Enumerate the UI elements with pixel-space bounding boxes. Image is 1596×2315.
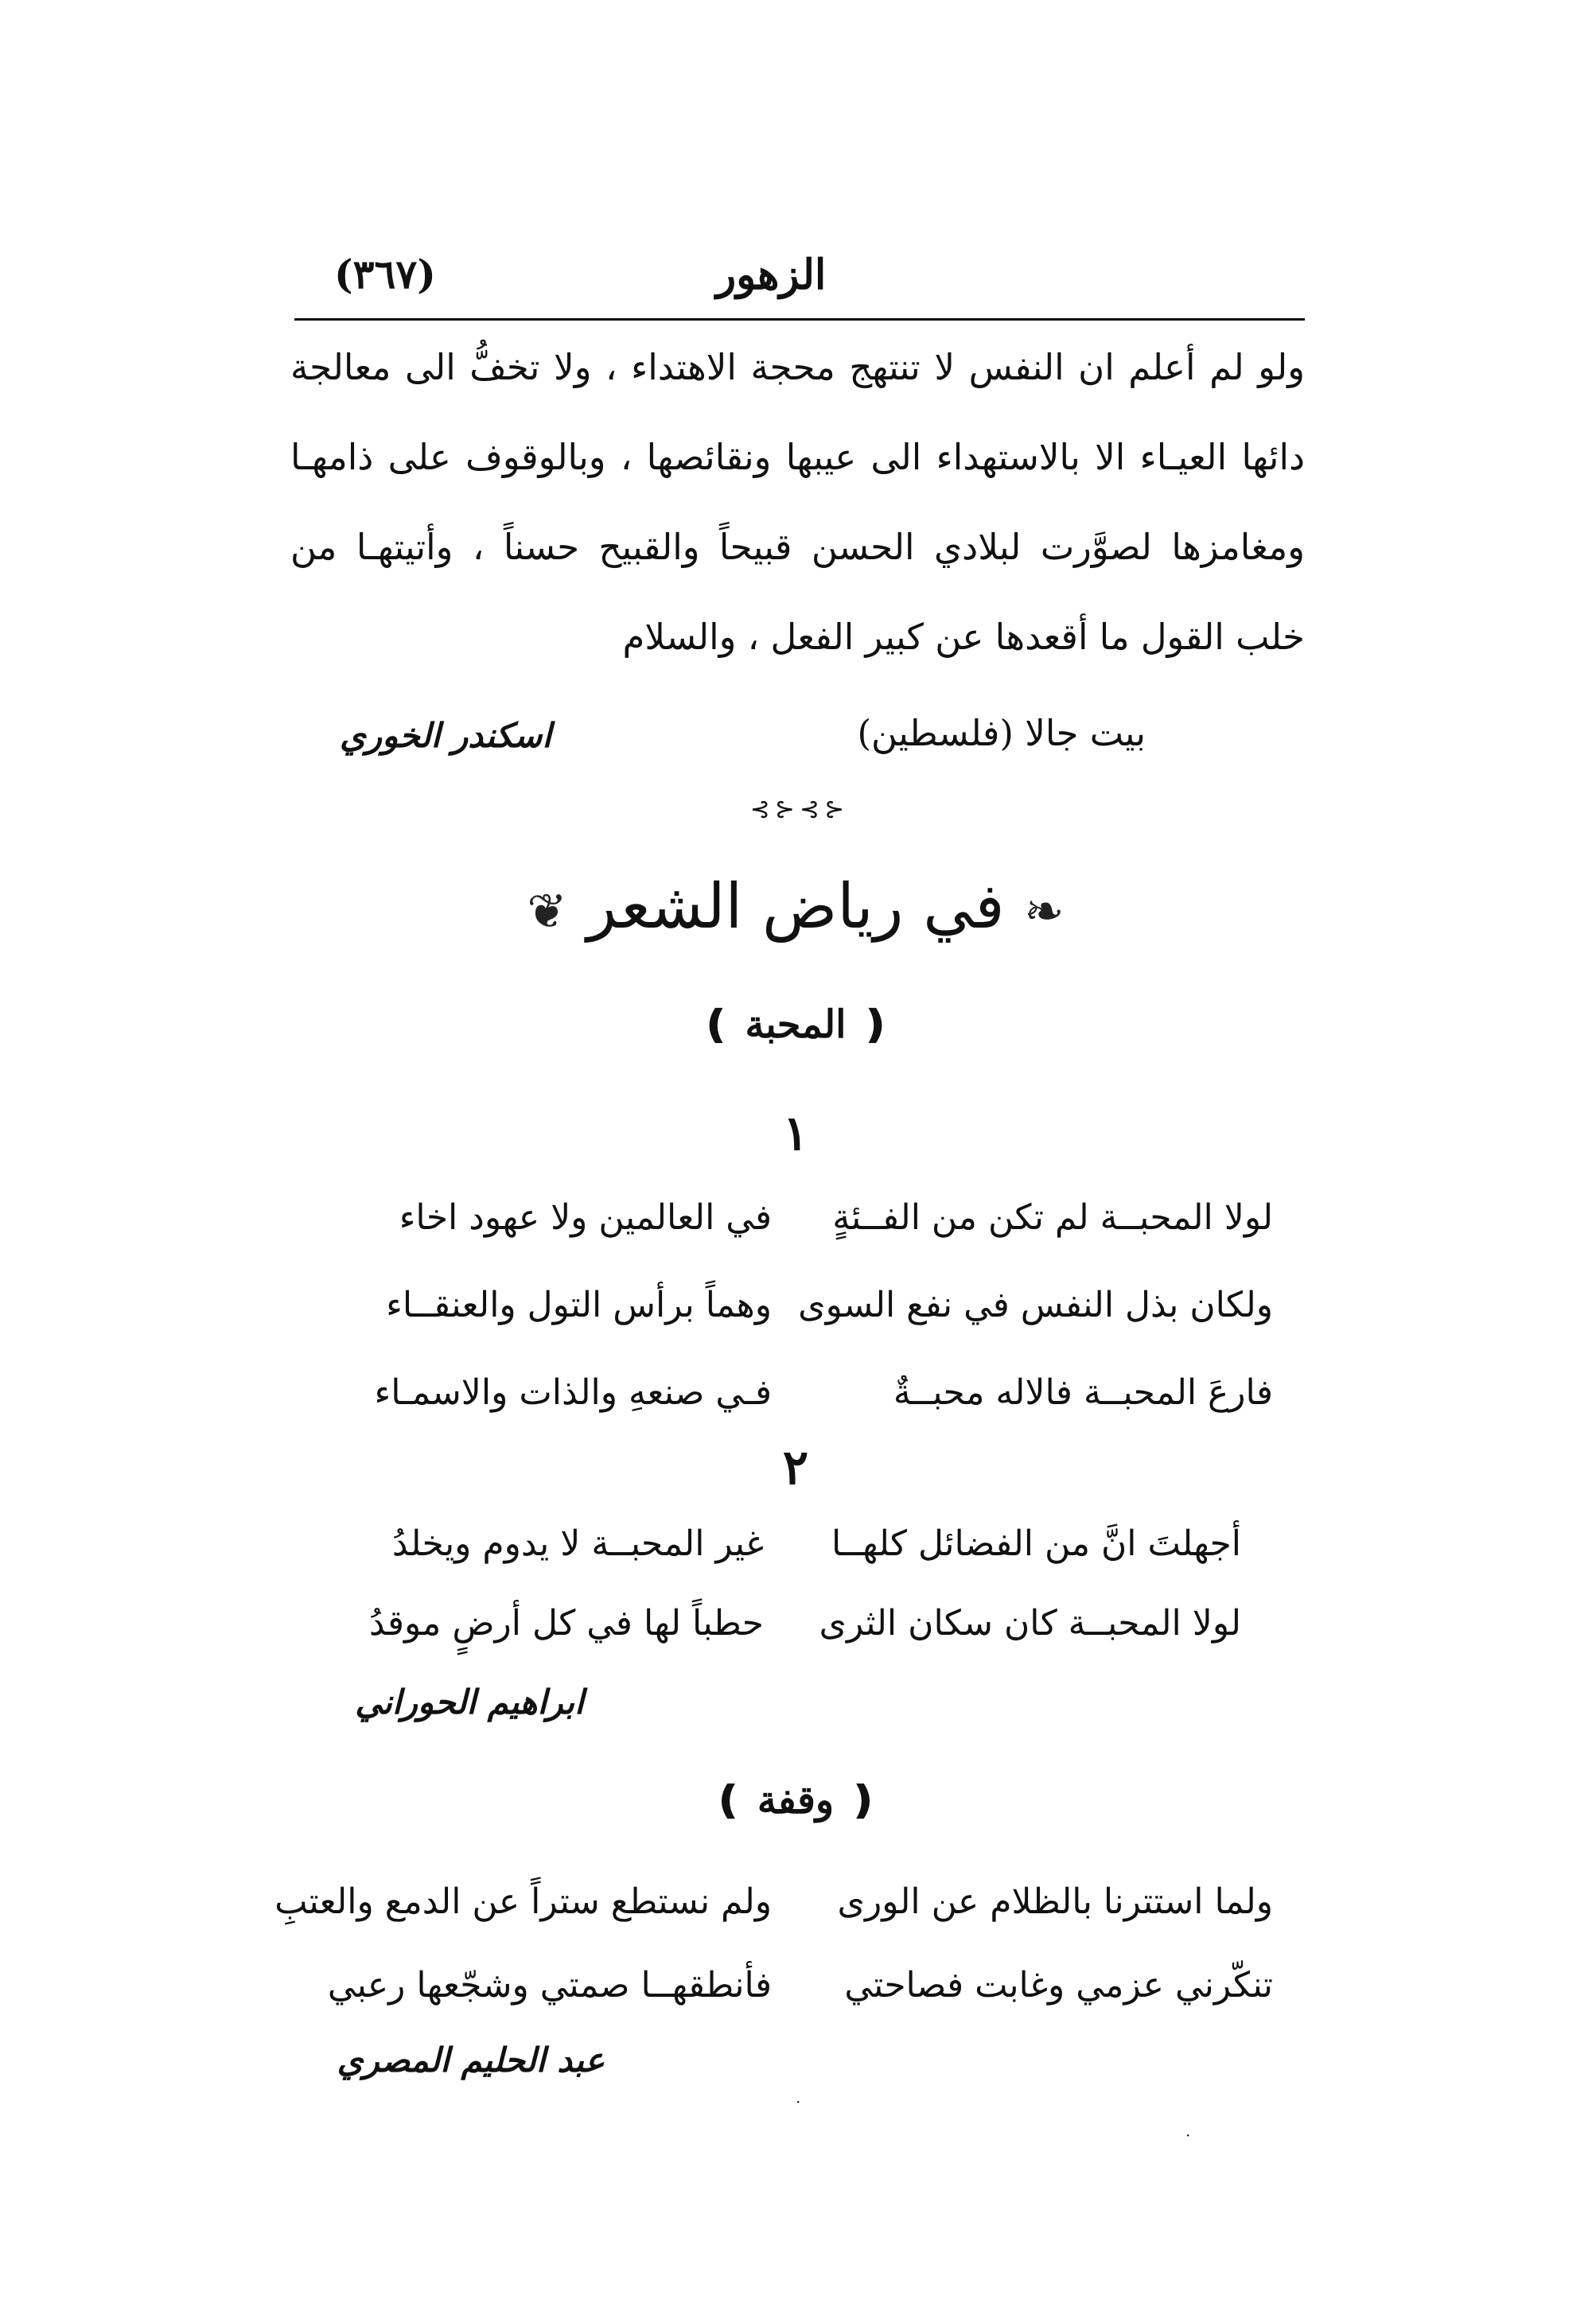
running-title: الزهور <box>716 251 827 299</box>
signature-author: اسكندر الخوري <box>339 716 552 755</box>
verse-second-hemistich: فأنطقهــا صمتي وشجّعها رعبي <box>327 1965 772 2006</box>
flourish-left-icon: ❦ <box>527 884 567 940</box>
flourish-right-icon: ❧ <box>1024 884 1065 940</box>
header-rule <box>294 318 1305 321</box>
verse-second-hemistich: غير المحبــة لا يدوم ويخلدُ <box>391 1523 764 1564</box>
verse-first-hemistich: ولكان بذل النفس في نفع السوى <box>798 1285 1273 1325</box>
verse-second-hemistich: وهماً برأس التول والعنقــاء <box>386 1285 772 1325</box>
section-title: في رياض الشعر <box>586 871 1005 943</box>
signature-place: بيت جالا (فلسطين) <box>857 712 1146 754</box>
poem-author: عبد الحليم المصري <box>337 2041 605 2080</box>
poem-title: ❪ وقفة ❫ <box>712 1778 879 1823</box>
prose-line: ولو لم أعلم ان النفس لا تنتهج محجة الاهتداء ، ولا تخفُّ الى معالجة <box>290 346 1305 388</box>
verse-second-hemistich: فـي صنعهِ والذات والاسمـاء <box>374 1372 772 1413</box>
section-heading <box>446 871 1146 943</box>
prose-line: ومغامزها لصوَّرت لبلادي الحسن قبيحاً والقبيح حسناً ، وأتيتهـا من <box>290 526 1305 568</box>
stanza-number: ١ <box>782 1106 809 1161</box>
verse-second-hemistich: ولم نستطع ستراً عن الدمع والعتبِ <box>274 1881 772 1922</box>
verse-first-hemistich: ولما استترنا بالظلام عن الورى <box>837 1881 1273 1922</box>
stray-mark: · <box>1185 2126 1191 2145</box>
verse-second-hemistich: حطباً لها في كل أرضٍ موقدُ <box>368 1603 764 1644</box>
verse-first-hemistich: فارعَ المحبــة فالاله محبــةٌ <box>893 1372 1273 1413</box>
prose-line: خلب القول ما أقعدها عن كبير الفعل ، والسلام <box>622 616 1305 658</box>
stanza-number: ٢ <box>782 1440 809 1496</box>
page-number: (٣٦٧) <box>334 251 436 298</box>
poem-author: ابراهيم الحوراني <box>355 1683 584 1722</box>
verse-first-hemistich: أجهلتَ انَّ من الفضائل كلهــا <box>831 1523 1241 1564</box>
verse-first-hemistich: لولا المحبــة لم تكن من الفــئةٍ <box>832 1197 1273 1238</box>
prose-line: دائها العيـاء الا بالاستهداء الى عيبها ونقائصها ، وبالوقوف على ذامهـا <box>290 436 1305 478</box>
verse-second-hemistich: في العالمين ولا عهود اخاء <box>399 1197 772 1238</box>
verse-first-hemistich: لولا المحبــة كان سكان الثرى <box>819 1603 1241 1644</box>
stray-mark: · <box>796 2092 801 2111</box>
divider-ornament: ⊰⊱⊰⊱ <box>749 796 850 823</box>
verse-first-hemistich: تنكّرني عزمي وغابت فصاحتي <box>844 1965 1273 2006</box>
poem-title: ❪ المحبة ❫ <box>699 1002 892 1047</box>
